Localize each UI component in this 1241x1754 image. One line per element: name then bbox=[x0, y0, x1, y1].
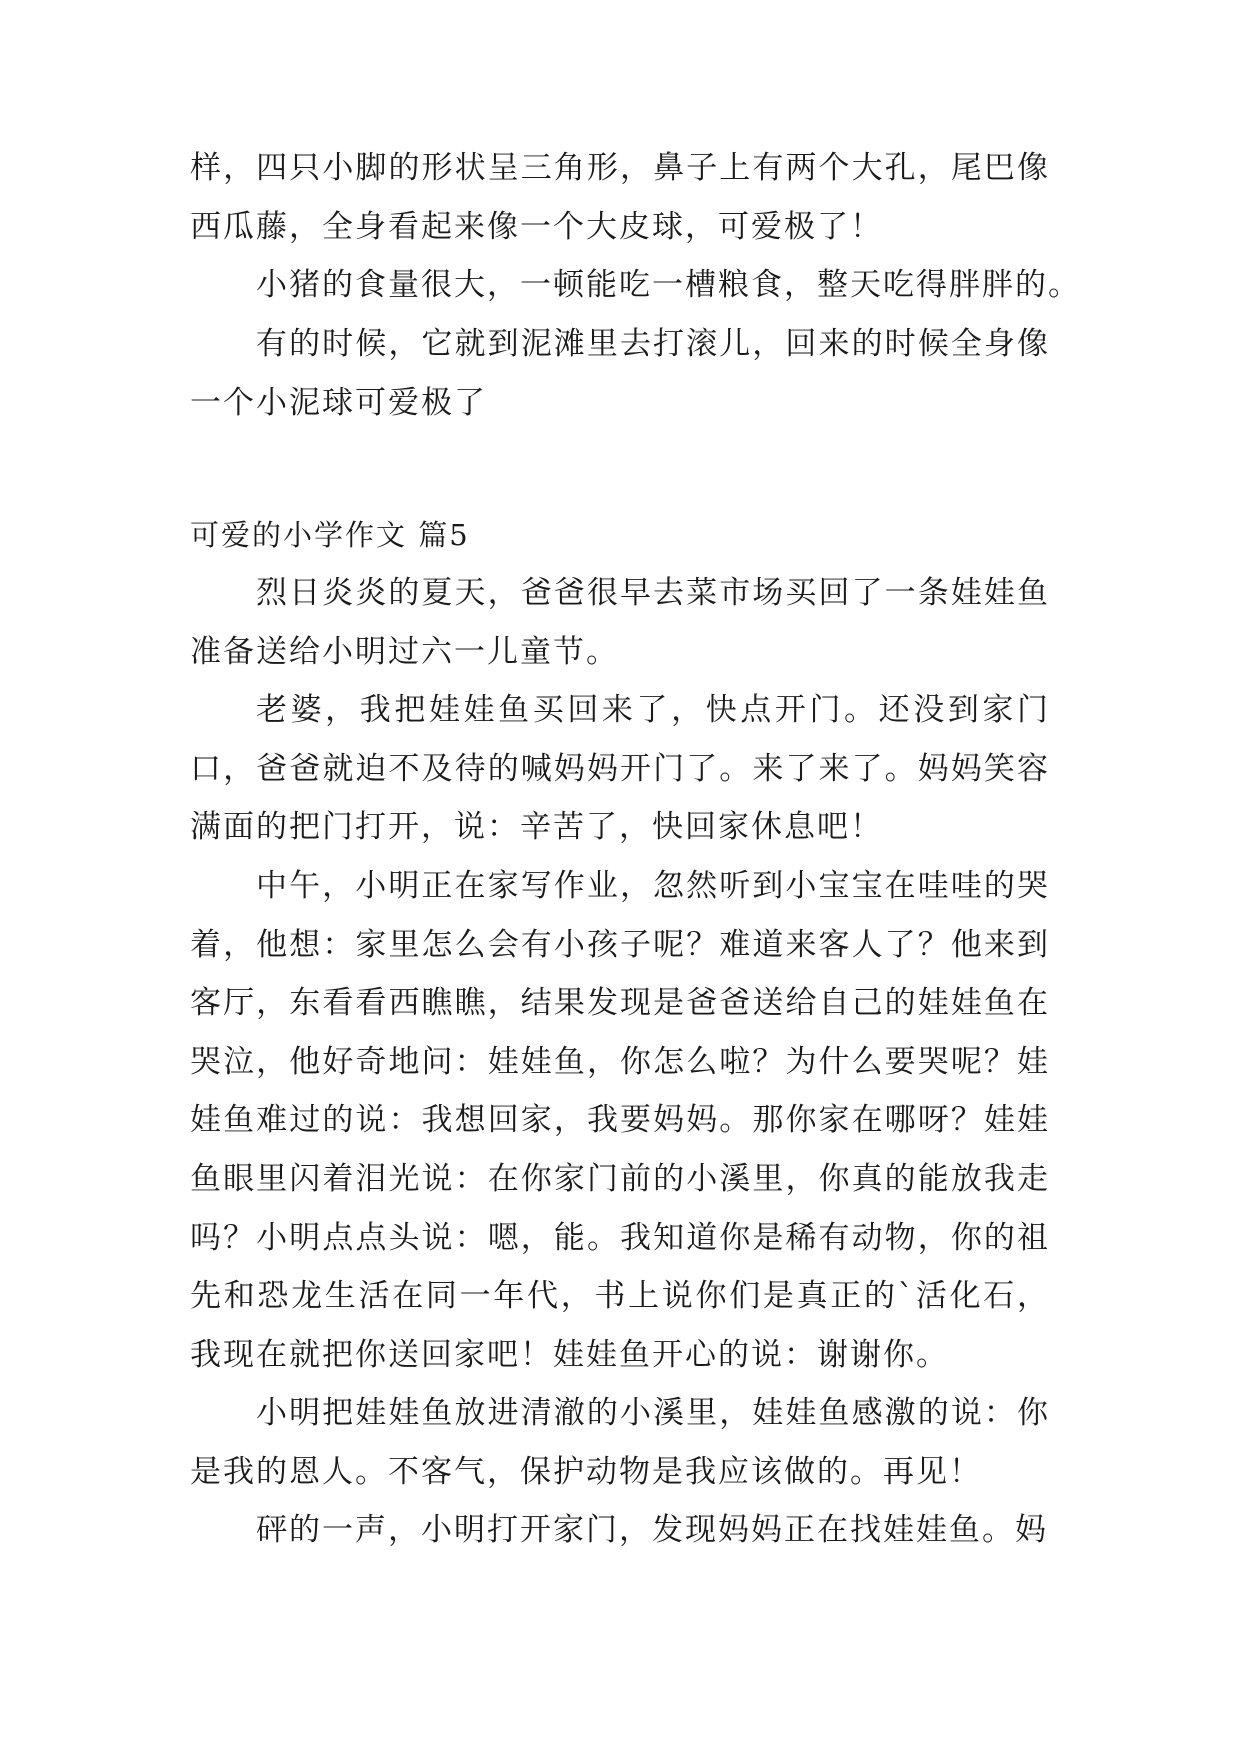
paragraph-salamander-cries: 中午，小明正在家写作业，忽然听到小宝宝在哇哇的哭着，他想：家里怎么会有小孩子呢？难道来客人了？他来到客厅，东看看西瞧瞧，结果发现是爸爸送给自己的娃娃鱼在哭泣，他好奇地问：娃娃鱼，你怎么啦？为什么要哭呢？娃娃鱼难过的说：我想回家，我要妈妈。那你家在哪呀？娃娃鱼眼里闪着泪光说：在你家门前的小溪里，你真的能放我走吗？小明点点头说：嗯，能。我知道你是稀有动物，你的祖先和恐龙生活在同一年代，书上说你们是真正的`活化石，我现在就把你送回家吧！娃娃鱼开心的说：谢谢你。 bbox=[190, 868, 1050, 1373]
paragraph-intro: 烈日炎炎的夏天，爸爸很早去菜市场买回了一条娃娃鱼准备送给小明过六一儿童节。 bbox=[190, 575, 1050, 670]
paragraph-pig-appetite: 小猪的食量很大，一顿能吃一槽粮食，整天吃得胖胖的。 bbox=[256, 267, 1081, 303]
paragraph-pig-appearance: 样，四只小脚的形状呈三角形，鼻子上有两个大孔，尾巴像西瓜藤，全身看起来像一个大皮球，可爱极了！ bbox=[190, 150, 1050, 245]
paragraph-pig-mud: 有的时候，它就到泥滩里去打滚儿，回来的时候全身像一个小泥球可爱极了 bbox=[190, 326, 1050, 421]
paragraph-door-opens: 砰的一声，小明打开家门，发现妈妈正在找娃娃鱼。妈 bbox=[256, 1512, 1048, 1548]
paragraph-dad-returns: 老婆，我把娃娃鱼买回来了，快点开门。还没到家门口，爸爸就迫不及待的喊妈妈开门了。来了来了。妈妈笑容满面的把门打开，说：辛苦了，快回家休息吧！ bbox=[190, 692, 1050, 846]
paragraph-release: 小明把娃娃鱼放进清澈的小溪里，娃娃鱼感激的说：你是我的恩人。不客气，保护动物是我应该做的。再见！ bbox=[190, 1395, 1050, 1490]
section-title: 可爱的小学作文 篇5 bbox=[190, 518, 470, 552]
